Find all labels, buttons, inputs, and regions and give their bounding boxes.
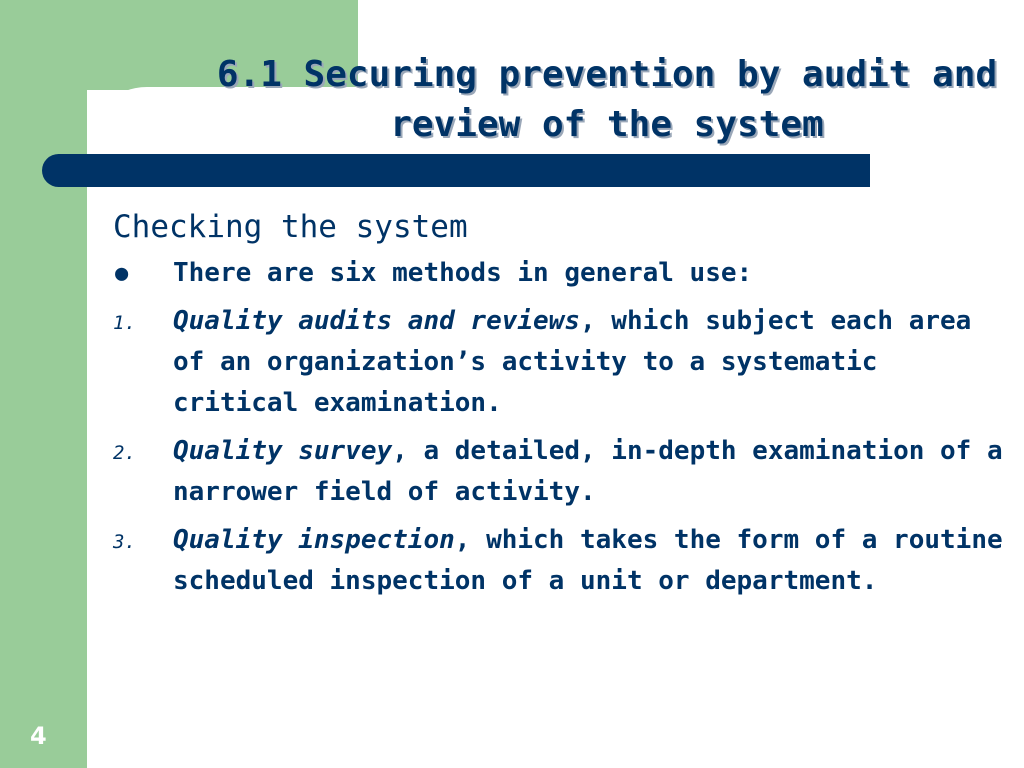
list-description: , which subject each area of an organization’s activity to a systematic critical examination. xyxy=(173,306,972,418)
list-term: Quality inspection xyxy=(173,525,455,555)
bullet-dot-icon: ● xyxy=(115,261,129,286)
list-number: 2. xyxy=(113,442,136,464)
list-term: Quality audits and reviews xyxy=(173,306,580,336)
bullet-item xyxy=(113,253,1008,294)
list-number: 3. xyxy=(113,531,136,553)
list-description: , which takes the form of a routine scheduled inspection of a unit or department. xyxy=(173,525,1003,596)
left-green-band xyxy=(0,0,87,768)
slide-body xyxy=(113,205,1008,609)
slide-title-line-1: 6.1 Securing prevention by audit and xyxy=(216,54,998,95)
section-heading: Checking the system xyxy=(113,209,468,245)
list-number: 1. xyxy=(113,312,136,334)
bullet-text: There are six methods in general use: xyxy=(173,258,753,288)
page-number: 4 xyxy=(30,722,47,750)
slide-title xyxy=(190,50,1024,150)
list-item-1 xyxy=(113,301,1008,424)
list-item-2 xyxy=(113,431,1008,513)
title-divider-bar xyxy=(42,154,870,187)
slide-title-line-2: review of the system xyxy=(390,104,824,145)
list-item-3 xyxy=(113,520,1008,602)
list-term: Quality survey xyxy=(173,436,393,466)
list-description: , a detailed, in-depth examination of a narrower field of activity. xyxy=(173,436,1003,507)
